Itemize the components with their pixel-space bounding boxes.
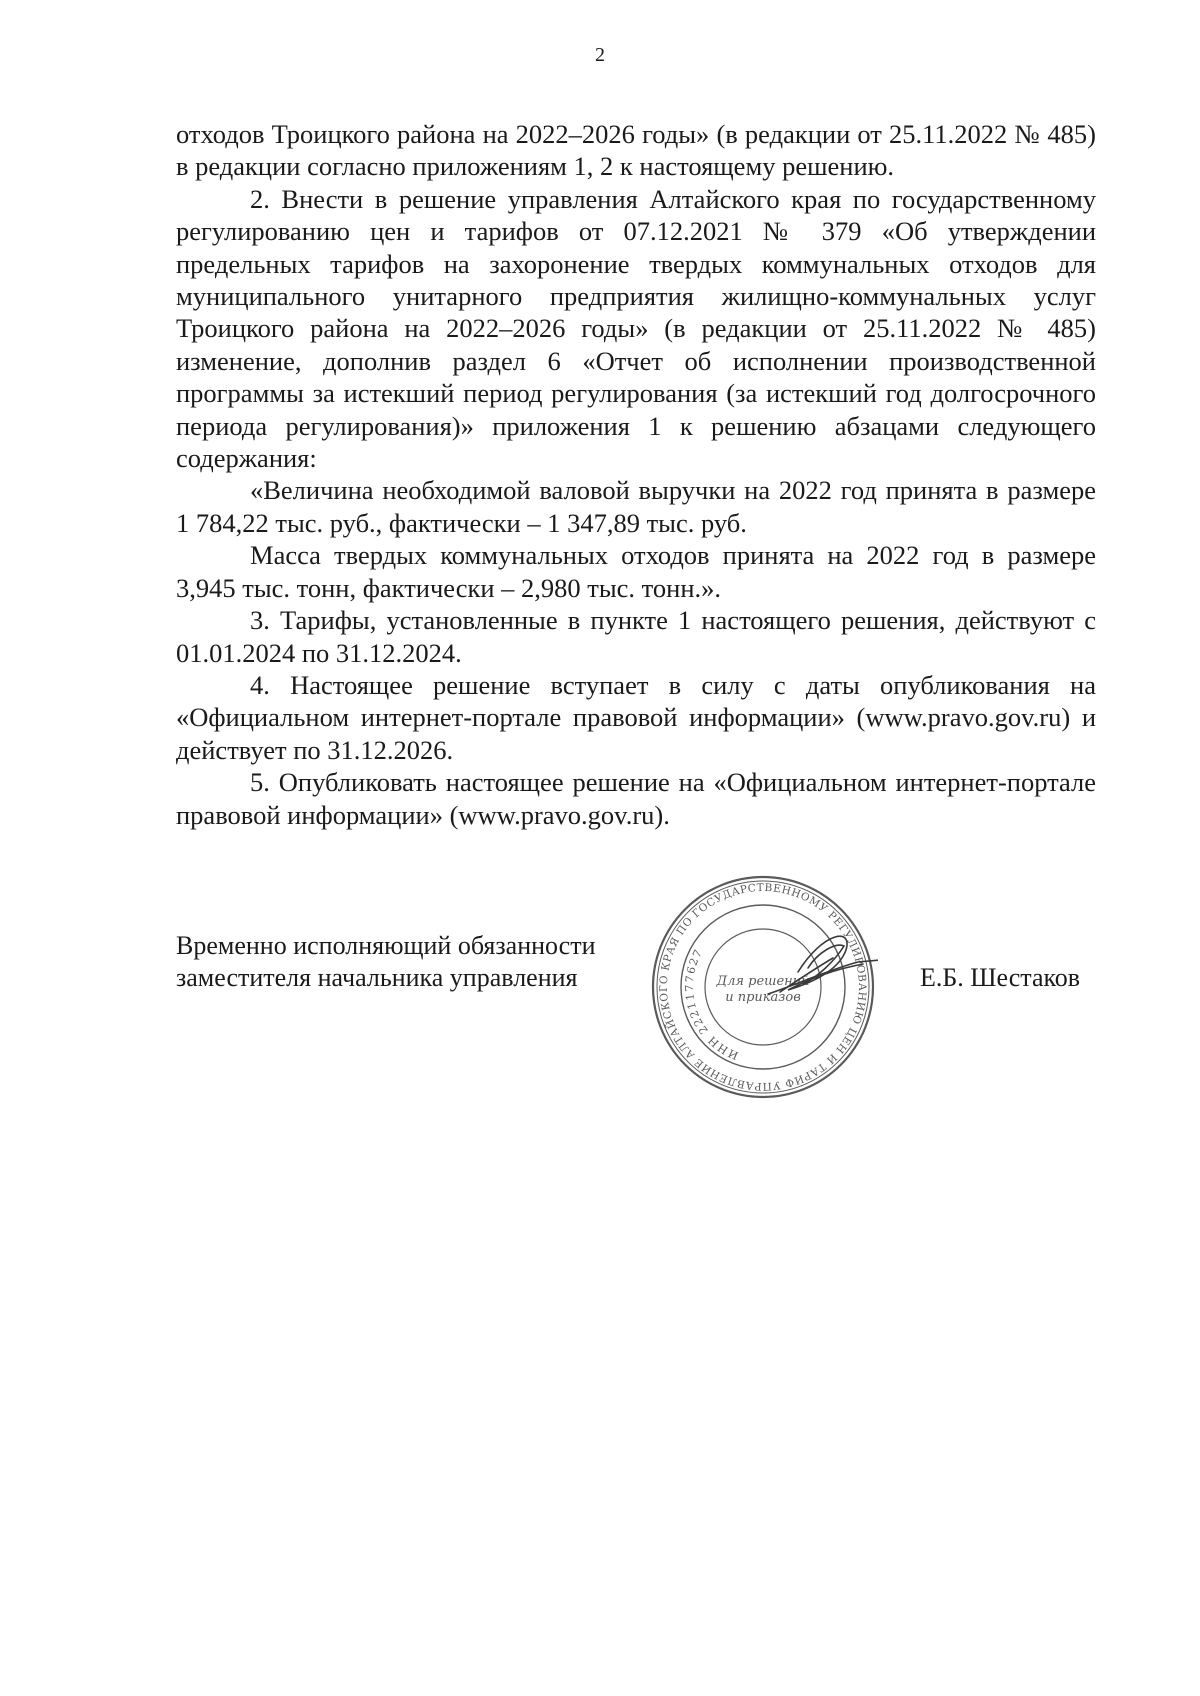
signatory-position <box>176 930 596 994</box>
seal-outer-text: УПРАВЛЕНИЕ АЛТАЙСКОГО КРАЯ ПО ГОСУДАРСТВЕННОМУ РЕГУЛИРОВАНИЮ ЦЕН И ТАРИФОВ <box>657 881 869 1093</box>
seal-center-line-1: Для решений <box>716 974 810 989</box>
paragraph-revenue: «Величина необходимой валовой выручки на 2022 год принята в размере 1 784,22 тыс. руб., фактически – 1 347,89 тыс. руб. <box>176 475 1096 538</box>
signatory-position-line-2: заместителя начальника управления <box>176 963 578 992</box>
official-seal <box>648 872 878 1102</box>
seal-center-line-2: и приказов <box>725 990 801 1005</box>
paragraph-item-3: 3. Тарифы, установленные в пункте 1 настоящего решения, действуют с 01.01.2024 по 31.12.2024. <box>176 605 1096 668</box>
seal-inn-text: ИНН 2221177627 <box>682 946 741 1063</box>
signatory-name: Е.Б. Шестаков <box>920 963 1081 992</box>
paragraph-waste-mass: Масса твердых коммунальных отходов принята на 2022 год в размере 3,945 тыс. тонн, фактически – 2,980 тыс. тонн.». <box>176 540 1096 603</box>
paragraph-item-2: 2. Внести в решение управления Алтайского края по государственному регулированию цен и тарифов от 07.12.2021 № 379 «Об утверждении предельных тарифов на захоронение твердых коммунальных отходов для муниципального унитарного предприятия жилищно-коммунальных услуг Троицкого района на 2022–2026 годы» (в редакции от 25.11.2022 № 485) изменение, дополнив раздел 6 «Отчет об исполнении производственной программы за истекший период регулирования (за истекший год долгосрочного периода регулирования)» приложения 1 к решению абзацами следующего содержания: <box>176 183 1096 474</box>
paragraph-continuation: отходов Троицкого района на 2022–2026 годы» (в редакции от 25.11.2022 № 485) в редакции согласно приложениям 1, 2 к настоящему решению. <box>176 119 1096 182</box>
paragraph-item-4: 4. Настоящее решение вступает в силу с даты опубликования на «Официальном интернет-портале правовой информации» (www.pravo.gov.ru) и действует по 31.12.2026. <box>176 669 1096 765</box>
paragraph-item-5: 5. Опубликовать настоящее решение на «Официальном интернет-портале правовой информации» (www.pravo.gov.ru). <box>176 767 1096 830</box>
document-body <box>176 118 1096 831</box>
page-number: 2 <box>595 44 605 66</box>
signatory-position-line-1: Временно исполняющий обязанности <box>176 931 596 960</box>
